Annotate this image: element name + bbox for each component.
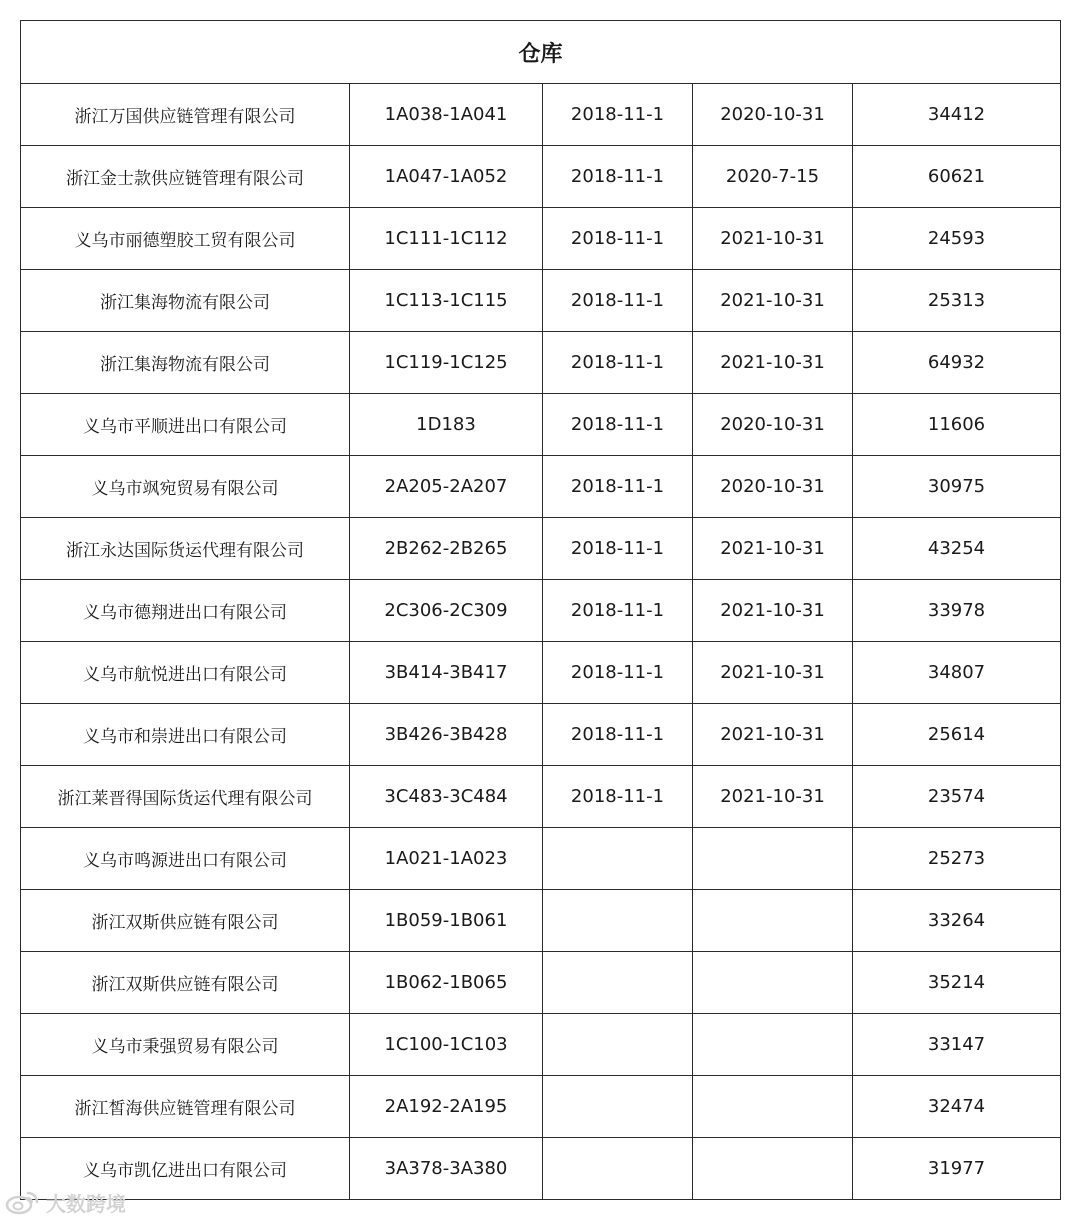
unit-cell: 1C113-1C115 [350,270,543,332]
end-date-cell [693,1076,853,1138]
amount-cell: 34807 [853,642,1061,704]
end-date-cell [693,828,853,890]
end-date-cell: 2021-10-31 [693,270,853,332]
unit-cell: 2B262-2B265 [350,518,543,580]
unit-cell: 3B414-3B417 [350,642,543,704]
amount-cell: 33147 [853,1014,1061,1076]
end-date-cell [693,952,853,1014]
company-cell: 浙江皙海供应链管理有限公司 [21,1076,350,1138]
start-date-cell: 2018-11-1 [543,146,693,208]
company-cell: 义乌市凯亿进出口有限公司 [21,1138,350,1200]
amount-cell: 11606 [853,394,1061,456]
company-cell: 义乌市航悦进出口有限公司 [21,642,350,704]
start-date-cell [543,890,693,952]
amount-cell: 33264 [853,890,1061,952]
table-row [21,952,1061,1014]
unit-cell: 3B426-3B428 [350,704,543,766]
amount-cell: 60621 [853,146,1061,208]
end-date-cell: 2021-10-31 [693,332,853,394]
unit-cell: 1C119-1C125 [350,332,543,394]
company-cell: 义乌市德翔进出口有限公司 [21,580,350,642]
end-date-cell: 2021-10-31 [693,704,853,766]
start-date-cell: 2018-11-1 [543,208,693,270]
end-date-cell: 2020-10-31 [693,456,853,518]
end-date-cell: 2020-10-31 [693,394,853,456]
start-date-cell: 2018-11-1 [543,394,693,456]
table-row [21,1076,1061,1138]
start-date-cell: 2018-11-1 [543,270,693,332]
title-row [21,21,1061,84]
table-title: 仓库 [21,21,1061,84]
company-cell: 浙江双斯供应链有限公司 [21,952,350,1014]
table-row [21,394,1061,456]
company-cell: 义乌市和崇进出口有限公司 [21,704,350,766]
table-row [21,518,1061,580]
company-cell: 义乌市鸣源进出口有限公司 [21,828,350,890]
start-date-cell [543,828,693,890]
table-row [21,270,1061,332]
weibo-logo-icon [4,1189,40,1215]
amount-cell: 31977 [853,1138,1061,1200]
table-row [21,890,1061,952]
end-date-cell: 2021-10-31 [693,642,853,704]
amount-cell: 35214 [853,952,1061,1014]
start-date-cell [543,1014,693,1076]
start-date-cell [543,952,693,1014]
start-date-cell: 2018-11-1 [543,332,693,394]
company-cell: 浙江集海物流有限公司 [21,332,350,394]
unit-cell: 2A192-2A195 [350,1076,543,1138]
end-date-cell: 2020-10-31 [693,84,853,146]
table-row [21,828,1061,890]
start-date-cell: 2018-11-1 [543,766,693,828]
company-cell: 浙江永达国际货运代理有限公司 [21,518,350,580]
table-row [21,1014,1061,1076]
end-date-cell: 2021-10-31 [693,208,853,270]
company-cell: 浙江莱晋得国际货运代理有限公司 [21,766,350,828]
amount-cell: 64932 [853,332,1061,394]
amount-cell: 25273 [853,828,1061,890]
company-cell: 浙江集海物流有限公司 [21,270,350,332]
start-date-cell: 2018-11-1 [543,642,693,704]
start-date-cell [543,1138,693,1200]
amount-cell: 32474 [853,1076,1061,1138]
start-date-cell: 2018-11-1 [543,456,693,518]
unit-cell: 1D183 [350,394,543,456]
amount-cell: 25614 [853,704,1061,766]
end-date-cell: 2021-10-31 [693,766,853,828]
company-cell: 义乌市飒宛贸易有限公司 [21,456,350,518]
amount-cell: 34412 [853,84,1061,146]
company-cell: 义乌市秉强贸易有限公司 [21,1014,350,1076]
unit-cell: 1B059-1B061 [350,890,543,952]
unit-cell: 3C483-3C484 [350,766,543,828]
table-row [21,642,1061,704]
end-date-cell: 2020-7-15 [693,146,853,208]
unit-cell: 1C111-1C112 [350,208,543,270]
amount-cell: 23574 [853,766,1061,828]
table-row [21,704,1061,766]
amount-cell: 43254 [853,518,1061,580]
amount-cell: 30975 [853,456,1061,518]
unit-cell: 1B062-1B065 [350,952,543,1014]
unit-cell: 3A378-3A380 [350,1138,543,1200]
warehouse-table [20,20,1061,1200]
table-row [21,766,1061,828]
end-date-cell [693,1138,853,1200]
end-date-cell: 2021-10-31 [693,580,853,642]
unit-cell: 2A205-2A207 [350,456,543,518]
amount-cell: 33978 [853,580,1061,642]
table-row [21,580,1061,642]
unit-cell: 1C100-1C103 [350,1014,543,1076]
start-date-cell: 2018-11-1 [543,580,693,642]
end-date-cell [693,890,853,952]
company-cell: 义乌市丽德塑胶工贸有限公司 [21,208,350,270]
end-date-cell [693,1014,853,1076]
company-cell: 浙江万国供应链管理有限公司 [21,84,350,146]
table-row [21,332,1061,394]
start-date-cell: 2018-11-1 [543,704,693,766]
table-body [21,21,1061,1200]
table-row [21,456,1061,518]
start-date-cell [543,1076,693,1138]
unit-cell: 1A021-1A023 [350,828,543,890]
unit-cell: 2C306-2C309 [350,580,543,642]
table-row [21,1138,1061,1200]
table-row [21,208,1061,270]
start-date-cell: 2018-11-1 [543,84,693,146]
amount-cell: 25313 [853,270,1061,332]
company-cell: 浙江金士款供应链管理有限公司 [21,146,350,208]
unit-cell: 1A047-1A052 [350,146,543,208]
end-date-cell: 2021-10-31 [693,518,853,580]
start-date-cell: 2018-11-1 [543,518,693,580]
company-cell: 浙江双斯供应链有限公司 [21,890,350,952]
company-cell: 义乌市平顺进出口有限公司 [21,394,350,456]
watermark [4,1186,126,1218]
table-row [21,146,1061,208]
unit-cell: 1A038-1A041 [350,84,543,146]
table-row [21,84,1061,146]
watermark-text: 大数跨境 [46,1191,126,1216]
amount-cell: 24593 [853,208,1061,270]
